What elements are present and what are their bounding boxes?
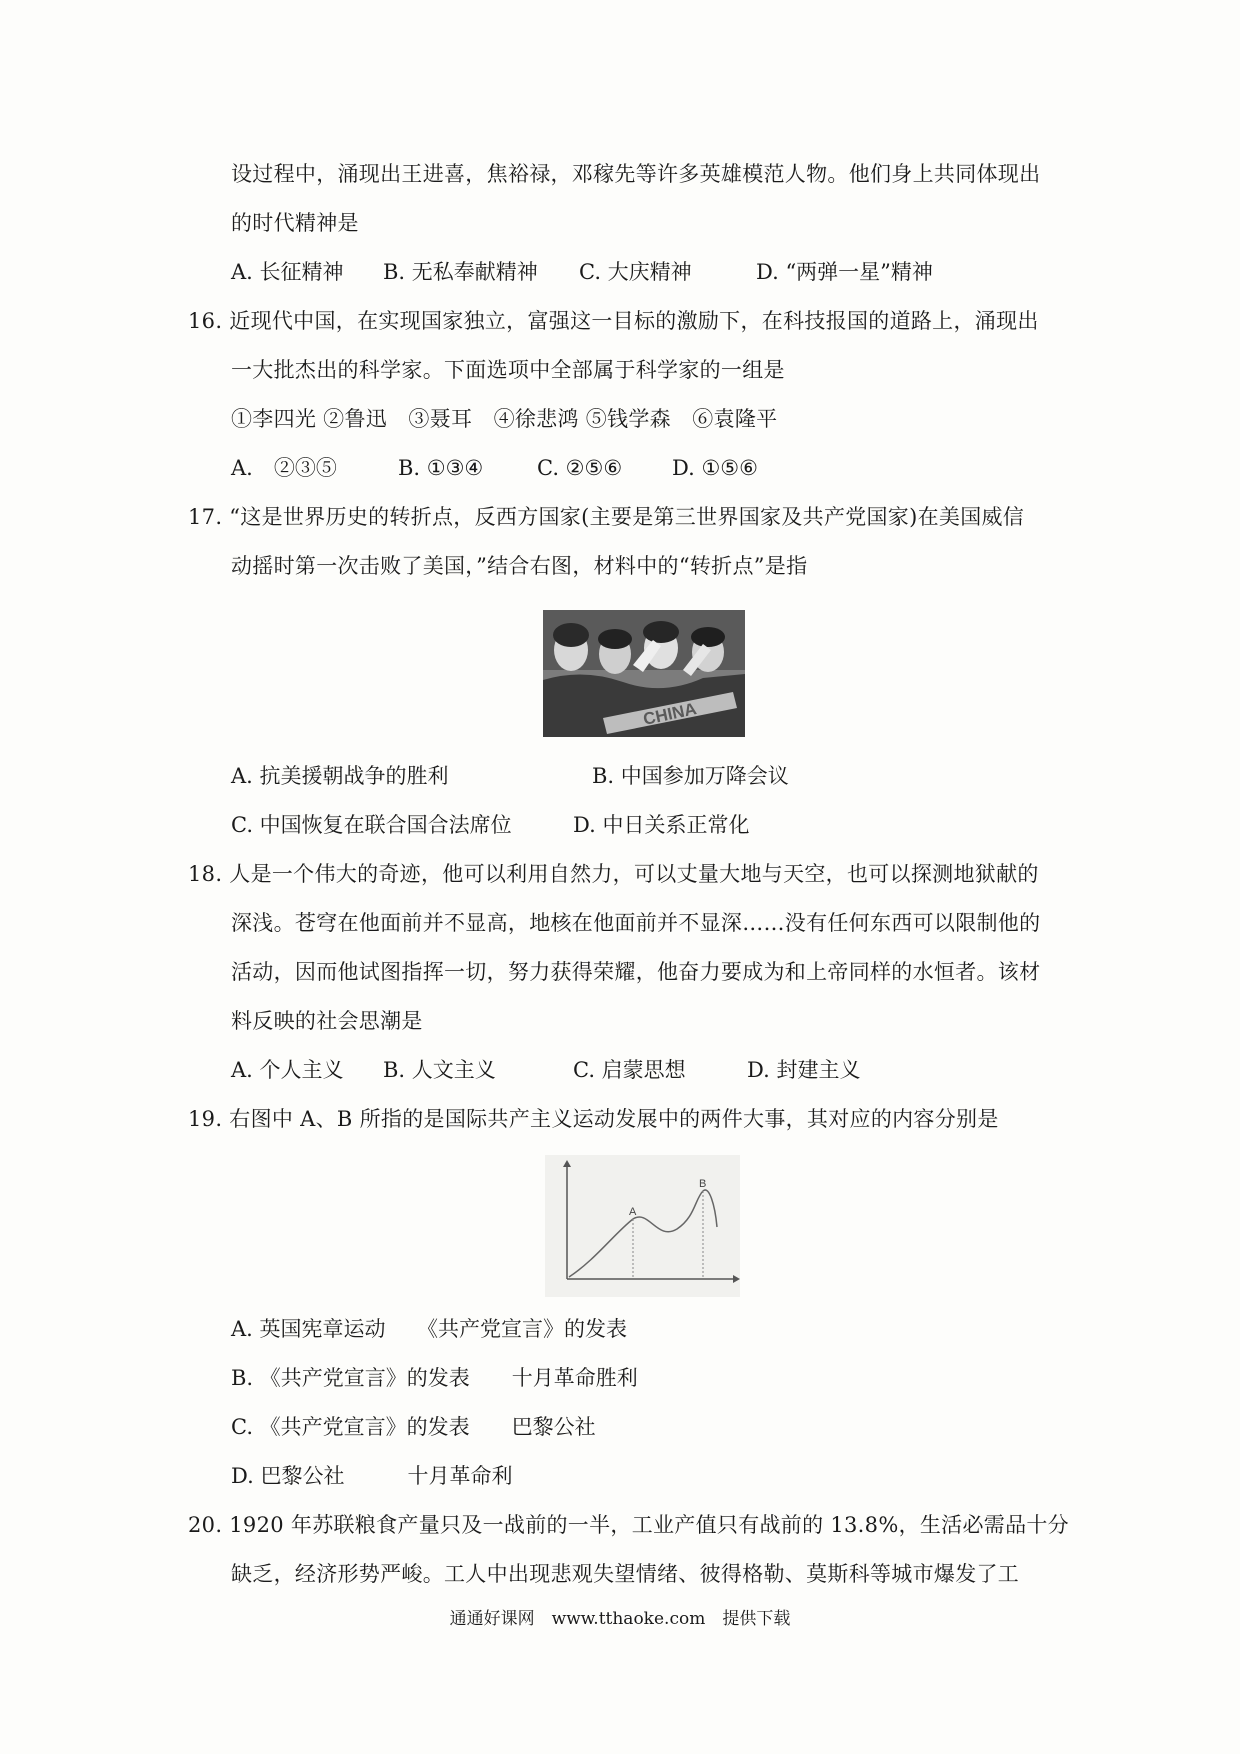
q16-option-d: D. ①⑤⑥ — [672, 456, 758, 480]
q18-option-d: D. 封建主义 — [747, 1058, 861, 1082]
q19-option-b: B. 《共产党宣言》的发表 十月革命胜利 — [231, 1366, 638, 1390]
graph-point-a-label: A — [629, 1206, 637, 1218]
q20-line-1: 20. 1920 年苏联粮食产量只及一战前的一半，工业产值只有战前的 13.8%，生活必需品十分 — [188, 1513, 1069, 1537]
q16-line-2: 一大批杰出的科学家。下面选项中全部属于科学家的一组是 — [231, 358, 785, 382]
q15-option-d: D. “两弹一星”精神 — [756, 260, 933, 284]
delegation-photo — [543, 610, 745, 737]
q15-option-b: B. 无私奉献精神 — [383, 260, 538, 284]
q18-line-3: 活动，因而他试图指挥一切，努力获得荣耀，他奋力要成为和上帝同样的水恒者。该材 — [231, 960, 1041, 984]
q19-option-c: C. 《共产党宣言》的发表 巴黎公社 — [231, 1415, 596, 1439]
communist-movement-graph — [545, 1155, 740, 1297]
q18-option-a: A. 个人主义 — [231, 1058, 344, 1082]
q18-line-2: 深浅。苍穹在他面前并不显高，地核在他面前并不显深……没有任何东西可以限制他的 — [231, 911, 1041, 935]
q17-option-d: D. 中日关系正常化 — [573, 813, 750, 837]
q19-option-d: D. 巴黎公社 十月革命利 — [231, 1464, 513, 1488]
graph-illustration — [545, 1155, 740, 1297]
q20-line-2: 缺乏，经济形势严峻。工人中出现悲观失望情绪、彼得格勒、莫斯科等城市爆发了工 — [231, 1562, 1020, 1586]
q15-option-a: A. 长征精神 — [231, 260, 344, 284]
graph-point-b-label: B — [699, 1178, 707, 1190]
q17-option-b: B. 中国参加万降会议 — [592, 764, 789, 788]
q15-line-2: 的时代精神是 — [231, 211, 359, 235]
q17-line-1: 17. “这是世界历史的转折点，反西方国家(主要是第三世界国家及共产党国家)在美国威信 — [188, 505, 1025, 529]
q16-option-b: B. ①③④ — [398, 456, 484, 480]
q16-items: ①李四光 ②鲁迅 ③聂耳 ④徐悲鸿 ⑤钱学森 ⑥袁隆平 — [231, 407, 778, 431]
q16-line-1: 16. 近现代中国，在实现国家独立，富强这一目标的激励下，在科技报国的道路上，涌现出 — [188, 309, 1039, 333]
q17-option-a: A. 抗美援朝战争的胜利 — [231, 764, 449, 788]
q18-option-c: C. 启蒙思想 — [573, 1058, 686, 1082]
q19-option-a: A. 英国宪章运动 《共产党宣言》的发表 — [231, 1317, 628, 1341]
q17-line-2: 动摇时第一次击败了美国，”结合右图，材料中的“转折点”是指 — [231, 554, 808, 578]
q16-option-a: A. ②③⑤ — [231, 456, 337, 480]
q17-option-c: C. 中国恢复在联合国合法席位 — [231, 813, 512, 837]
page-footer: 通通好课网 www.tthaoke.com 提供下载 — [449, 1609, 791, 1629]
q18-option-b: B. 人文主义 — [383, 1058, 496, 1082]
q19-line-1: 19. 右图中 A、B 所指的是国际共产主义运动发展中的两件大事，其对应的内容分别是 — [188, 1107, 999, 1131]
q15-option-c: C. 大庆精神 — [579, 260, 692, 284]
photo-illustration — [543, 610, 745, 737]
china-sign-text: CHINA — [641, 699, 699, 729]
q16-option-c: C. ②⑤⑥ — [537, 456, 623, 480]
q18-line-1: 18. 人是一个伟大的奇迹，他可以利用自然力，可以丈量大地与天空，也可以探测地狱献的 — [188, 862, 1039, 886]
q18-line-4: 料反映的社会思潮是 — [231, 1009, 423, 1033]
q15-line-1: 设过程中，涌现出王进喜，焦裕禄，邓稼先等许多英雄模范人物。他们身上共同体现出 — [231, 162, 1041, 186]
